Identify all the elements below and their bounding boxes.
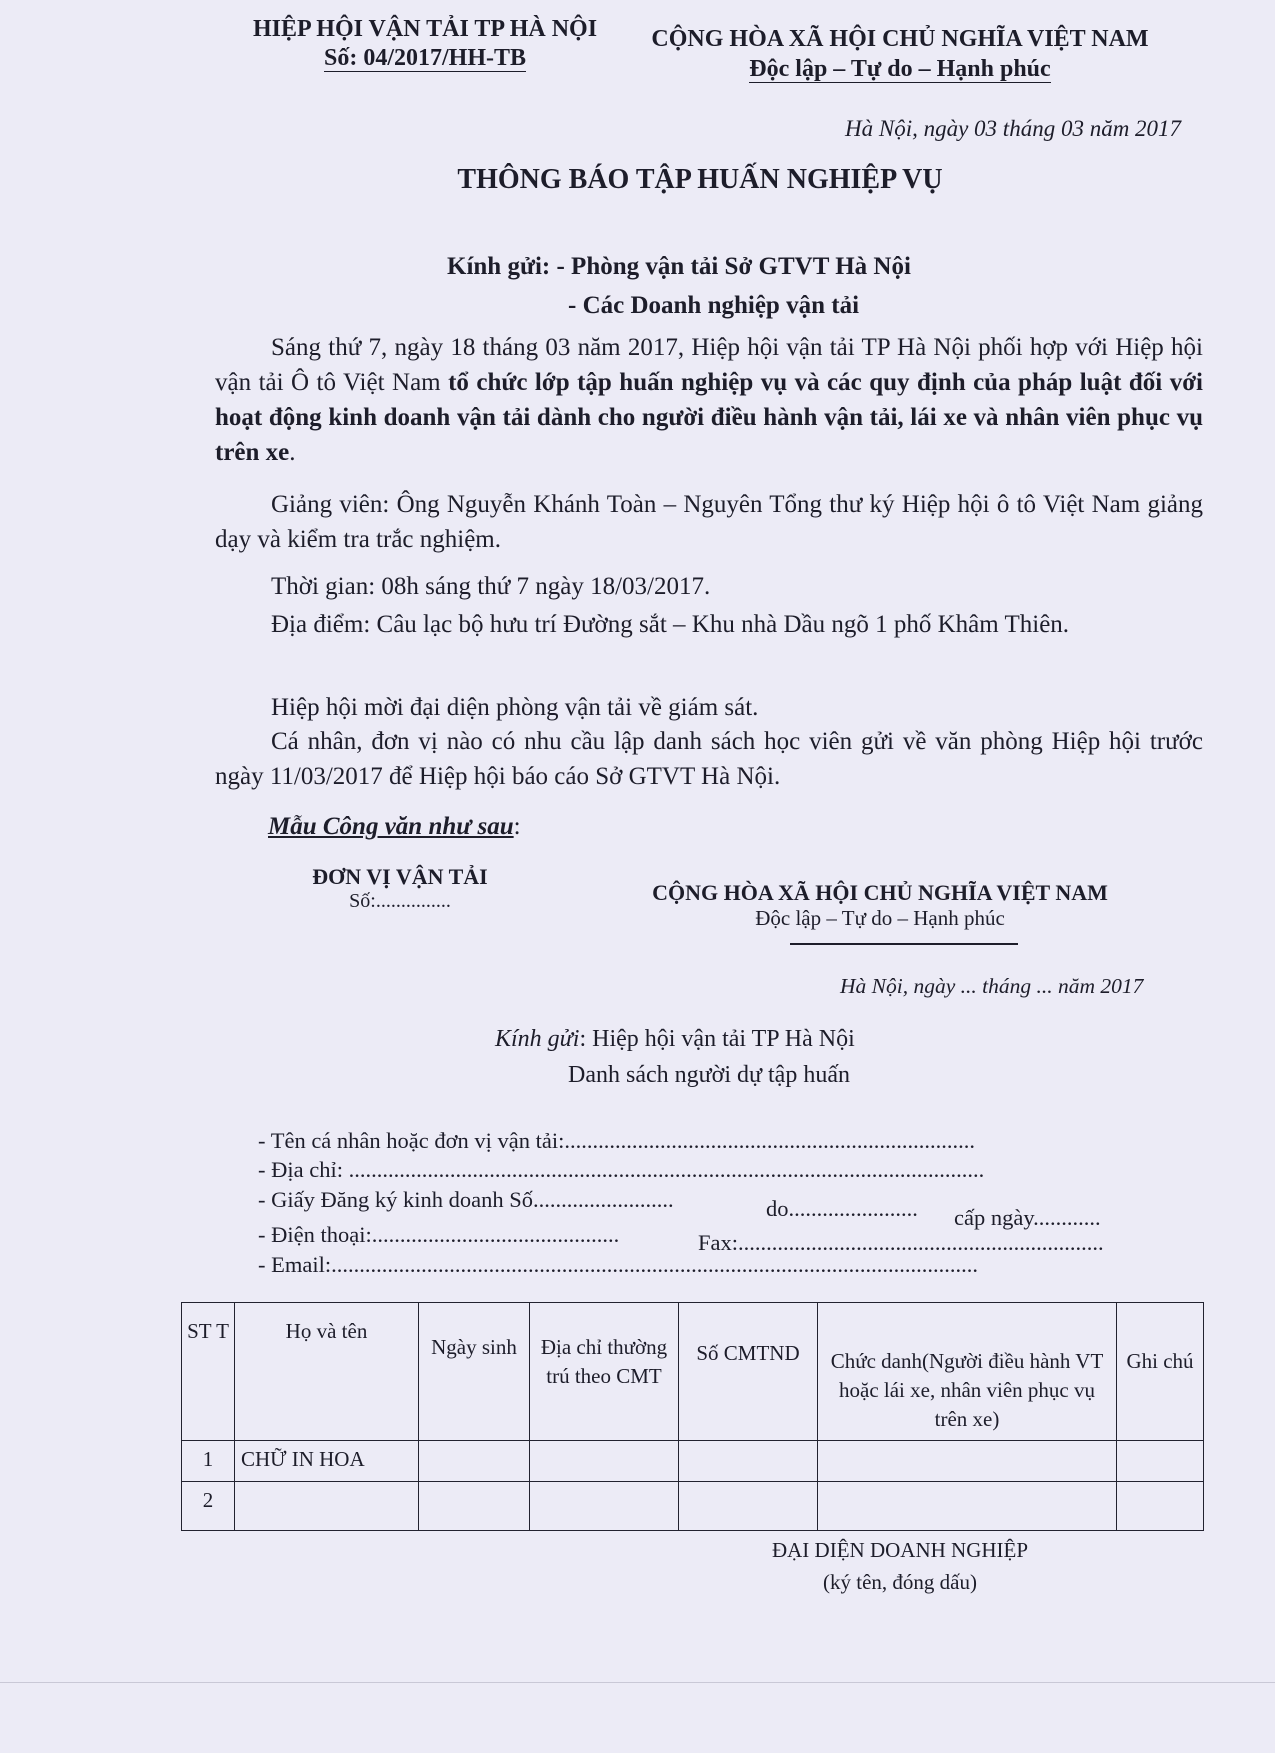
col-position: Chức danh(Người điều hành VT hoặc lái xe, nhân viên phục vụ trên xe) <box>818 1303 1117 1441</box>
motto-text: Độc lập – Tự do – Hạnh phúc <box>749 56 1051 82</box>
country-name: CỘNG HÒA XÃ HỘI CHỦ NGHĨA VIỆT NAM <box>651 26 1149 52</box>
template-to-value: : Hiệp hội vận tải TP Hà Nội <box>579 1026 855 1052</box>
template-list-title: Danh sách người dự tập huấn <box>568 1062 850 1088</box>
motto <box>630 56 1170 83</box>
table-cell <box>530 1482 679 1531</box>
paragraph-lecturer: Giảng viên: Ông Nguyễn Khánh Toàn – Nguyên Tổng thư ký Hiệp hội ô tô Việt Nam giảng dạy và kiểm tra trắc nghiệm. <box>215 491 1203 553</box>
template-to-label: Kính gửi <box>495 1026 580 1052</box>
scan-edge-line <box>0 1682 1275 1683</box>
table-row <box>182 1441 1204 1482</box>
field-license-date: cấp ngày............ <box>954 1205 1101 1230</box>
template-recipient <box>495 1022 855 1056</box>
doc-number <box>225 45 625 72</box>
table-cell <box>419 1441 530 1482</box>
issue-date: Hà Nội, ngày 03 tháng 03 năm 2017 <box>845 116 1182 141</box>
table-cell <box>818 1441 1117 1482</box>
paragraph-intro <box>215 330 1203 470</box>
template-unit: ĐƠN VỊ VẬN TẢI <box>312 864 488 889</box>
intro-text: Sáng thứ 7, ngày 18 tháng 03 năm 2017, Hiệp hội vận tải TP Hà Nội phối hợp với Hiệp hội vận tải Ô tô Việt Nam <box>215 334 1203 396</box>
paragraph-supervision: Hiệp hội mời đại diện phòng vận tải về giám sát. <box>271 694 759 721</box>
org-name: HIỆP HỘI VẬN TẢI TP HÀ NỘI <box>252 16 598 42</box>
field-phone: - Điện thoại:............................................ <box>258 1222 620 1247</box>
page-title: THÔNG BÁO TẬP HUẤN NGHIỆP VỤ <box>457 164 943 195</box>
intro-end: . <box>289 439 296 466</box>
field-license-number: - Giấy Đăng ký kinh doanh Số......................... <box>258 1187 674 1212</box>
col-birth-date: Ngày sinh <box>419 1303 530 1441</box>
recipients-line-1: Kính gửi: - Phòng vận tải Sở GTVT Hà Nội <box>447 253 911 280</box>
table-cell <box>419 1482 530 1531</box>
paragraph-time: Thời gian: 08h sáng thứ 7 ngày 18/03/2017. <box>271 573 711 600</box>
template-number: Số:............... <box>349 890 451 912</box>
col-address: Địa chỉ thường trú theo CMT <box>530 1303 679 1441</box>
template-heading-text: Mẫu Công văn như sau <box>268 813 514 840</box>
signature-note: (ký tên, đóng dấu) <box>823 1570 977 1594</box>
field-license-issuer: do....................... <box>766 1196 918 1221</box>
intro-bold-text: tổ chức lớp tập huấn nghiệp vụ và các quy định của pháp luật đối với hoạt động kinh doanh vận tải dành cho người điều hành vận tải, lái xe và nhân viên phục vụ trên xe <box>215 369 1203 466</box>
table-cell: 2 <box>182 1482 235 1531</box>
field-name: - Tên cá nhân hoặc đơn vị vận tải:......................................................................... <box>258 1128 976 1153</box>
table-cell <box>679 1482 818 1531</box>
table-cell: 1 <box>182 1441 235 1482</box>
table-cell <box>235 1482 419 1531</box>
template-heading-colon: : <box>513 813 521 840</box>
table-cell: CHỮ IN HOA <box>235 1441 419 1482</box>
table-cell <box>1117 1482 1204 1531</box>
template-heading <box>268 810 521 844</box>
table-cell <box>1117 1441 1204 1482</box>
signature-title: ĐẠI DIỆN DOANH NGHIỆP <box>771 1538 1029 1562</box>
template-date: Hà Nội, ngày ... tháng ... năm 2017 <box>840 974 1144 998</box>
table-cell <box>530 1441 679 1482</box>
col-full-name: Họ và tên <box>235 1303 419 1441</box>
table-cell <box>679 1441 818 1482</box>
recipients-line-2: - Các Doanh nghiệp vận tải <box>568 292 860 319</box>
paragraph-registration: Cá nhân, đơn vị nào có nhu cầu lập danh sách học viên gửi về văn phòng Hiệp hội trước ngày 11/03/2017 để Hiệp hội báo cáo Sở GTVT Hà Nội. <box>215 728 1203 790</box>
col-stt: ST T <box>182 1303 235 1441</box>
registration-table <box>181 1302 1204 1531</box>
field-address: - Địa chỉ: ................................................................................................................. <box>258 1157 985 1182</box>
field-fax: Fax:................................................................. <box>698 1230 1104 1255</box>
col-note: Ghi chú <box>1117 1303 1204 1441</box>
field-email: - Email:................................................................................................................... <box>258 1252 978 1277</box>
table-row <box>182 1482 1204 1531</box>
template-country: CỘNG HÒA XÃ HỘI CHỦ NGHĨA VIỆT NAM <box>652 880 1108 905</box>
col-id-number: Số CMTND <box>679 1303 818 1441</box>
template-motto: Độc lập – Tự do – Hạnh phúc <box>755 906 1005 930</box>
table-cell <box>818 1482 1117 1531</box>
template-motto-underline <box>790 943 1018 945</box>
doc-number-text: Số: 04/2017/HH-TB <box>323 45 527 71</box>
table-header-row <box>182 1303 1204 1441</box>
paragraph-location: Địa điểm: Câu lạc bộ hưu trí Đường sắt – Khu nhà Dầu ngõ 1 phố Khâm Thiên. <box>271 611 1070 638</box>
